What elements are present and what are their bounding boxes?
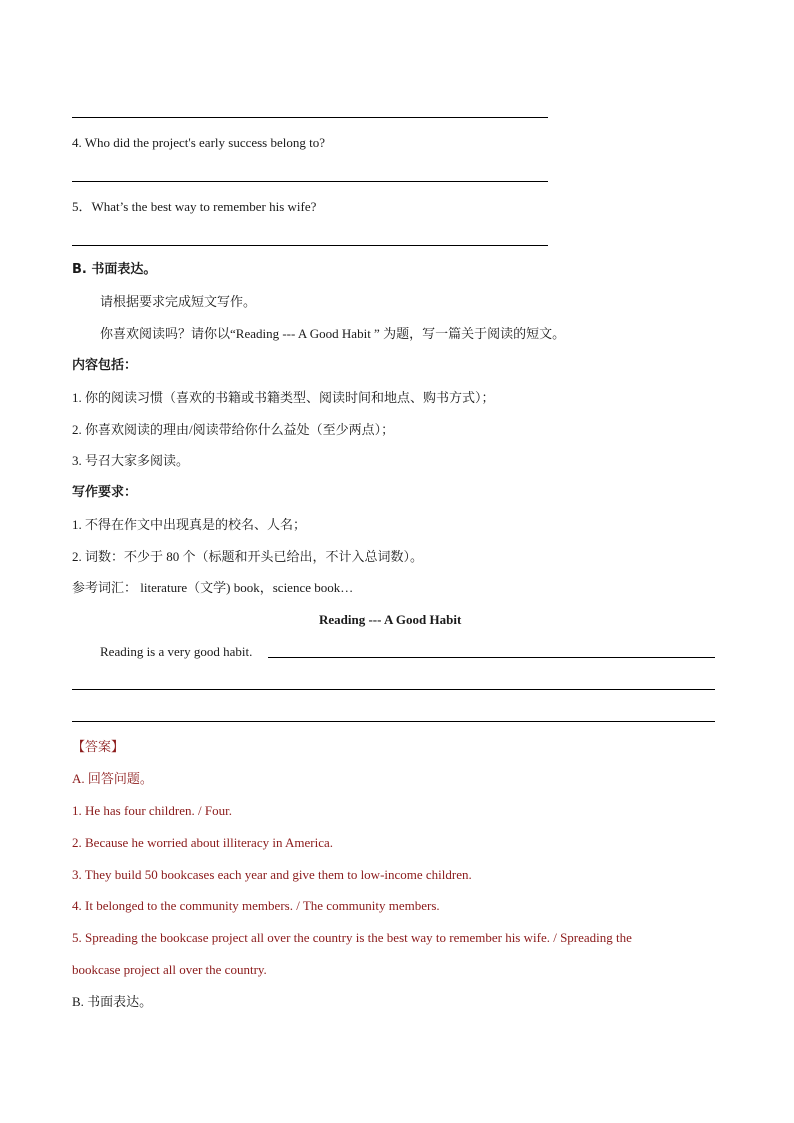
answer-item: 1. He has four children. / Four. [72,803,232,818]
answer-item: 3. They build 50 bookcases each year and give them to low-income children. [72,867,472,882]
section-b-prompt: 你喜欢阅读吗？请你以“Reading --- A Good Habit ” 为题，写一篇关于阅读的短文。 [100,326,566,341]
essay-line-1 [268,657,715,658]
question-5: 5．What’s the best way to remember his wife? [72,199,317,214]
content-item: 2. 你喜欢阅读的理由/阅读带给你什么益处（至少两点）； [72,422,395,437]
answer-item-continued: bookcase project all over the country. [72,962,267,977]
answer-item: 5. Spreading the bookcase project all over the country is the best way to remember his wife. / Spreading the [72,930,632,945]
content-heading: 内容包括： [72,358,138,373]
essay-line-3 [72,721,715,722]
essay-line-2 [72,689,715,690]
content-item: 1. 你的阅读习惯（喜欢的书籍或书籍类型、阅读时间和地点、购书方式）； [72,390,495,405]
answer-item: 2. Because he worried about illiteracy in America. [72,835,333,850]
vocab-reference: 参考词汇： literature（文学) book，science book… [72,580,354,595]
section-b-heading: B. 书面表达。 [72,262,157,277]
answers-section-a: A. 回答问题。 [72,771,153,786]
answer-line-q5 [72,245,548,246]
requirements-heading: 写作要求： [72,485,138,500]
answers-heading: 【答案】 [72,739,125,754]
essay-start: Reading is a very good habit. [100,644,253,659]
answer-line-q3 [72,117,548,118]
essay-title: Reading --- A Good Habit [319,612,462,627]
section-b-instruction: 请根据要求完成短文写作。 [100,294,257,309]
answers-section-b: B. 书面表达。 [72,994,153,1009]
answer-line-q4 [72,181,548,182]
answer-item: 4. It belonged to the community members. / The community members. [72,898,440,913]
question-4: 4. Who did the project's early success belong to? [72,135,326,150]
content-item: 3. 号召大家多阅读。 [72,453,190,468]
requirement-item: 2. 词数：不少于 80 个（标题和开头已给出，不计入总词数）。 [72,549,424,564]
requirement-item: 1. 不得在作文中出现真是的校名、人名； [72,517,307,532]
